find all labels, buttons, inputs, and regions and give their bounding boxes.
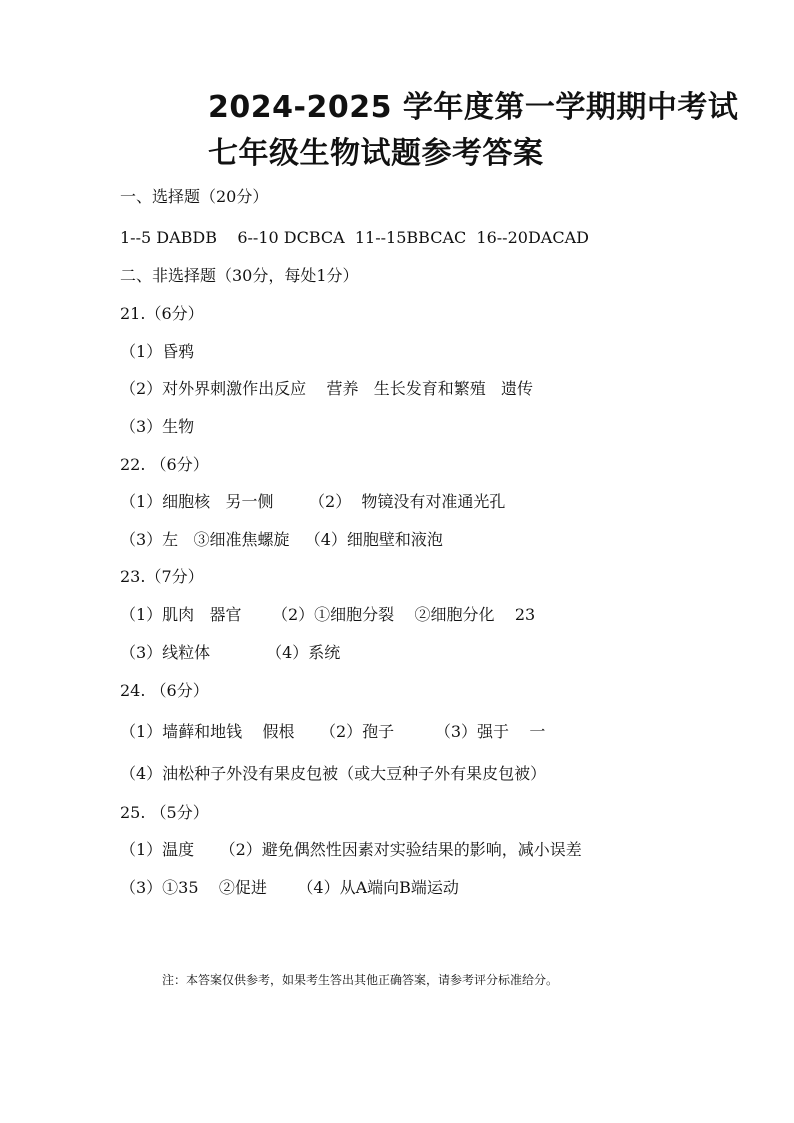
- document-title-line-1: 2024-2025 学年度第一学期期中考试: [208, 90, 739, 125]
- answer-line-22-2: （3）左 ③细准焦螺旋 （4）细胞壁和液泡: [120, 530, 443, 549]
- answer-line-21-3: （3）生物: [120, 417, 195, 436]
- answer-line-24-1: （1）墙藓和地钱 假根 （2）孢子 （3）强于 一: [120, 722, 546, 741]
- question-heading-21: 21.（6分）: [120, 304, 204, 323]
- section-heading-choice: 一、选择题（20分）: [120, 187, 269, 206]
- answer-line-24-2: （4）油松种子外没有果皮包被（或大豆种子外有果皮包被）: [120, 764, 547, 783]
- answer-line-21-1: （1）昏鸦: [120, 342, 195, 361]
- footer-note: 注：本答案仅供参考，如果考生答出其他正确答案，请参考评分标准给分。: [162, 973, 559, 987]
- question-heading-23: 23.（7分）: [120, 567, 204, 586]
- answer-line-23-1: （1）肌肉 器官 （2）①细胞分裂 ②细胞分化 23: [120, 605, 536, 624]
- answer-line-25-1: （1）温度 （2）避免偶然性因素对实验结果的影响，减小误差: [120, 840, 582, 859]
- question-heading-22: 22. （6分）: [120, 455, 209, 474]
- answer-line-choice: 1--5 DABDB 6--10 DCBCA 11--15BBCAC 16--20DACAD: [120, 228, 589, 247]
- answer-line-23-2: （3）线粒体 （4）系统: [120, 643, 341, 662]
- question-heading-24: 24. （6分）: [120, 681, 209, 700]
- answer-line-21-2: （2）对外界刺激作出反应 营养 生长发育和繁殖 遗传: [120, 379, 534, 398]
- answer-line-22-1: （1）细胞核 另一侧 （2） 物镜没有对准通光孔: [120, 492, 506, 511]
- section-heading-nonchoice: 二、非选择题（30分，每处1分）: [120, 266, 359, 285]
- question-heading-25: 25. （5分）: [120, 803, 209, 822]
- answer-line-25-2: （3）①35 ②促进 （4）从A端向B端运动: [120, 878, 459, 897]
- document-title-line-2: 七年级生物试题参考答案: [208, 136, 544, 171]
